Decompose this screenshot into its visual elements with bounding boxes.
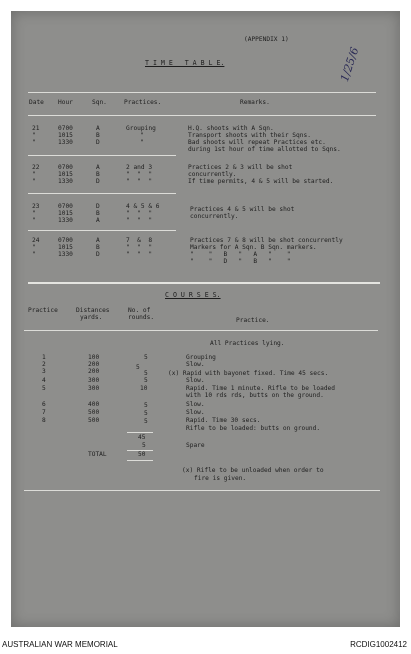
tt-hour: 1015 [58,171,73,178]
tt-header-date: Date [29,99,44,106]
footnote: fire is given. [194,475,247,482]
tt-sqn: D [96,251,100,258]
tt-date: 24 [32,237,40,244]
spare-rounds: 5 [142,442,146,449]
course-practice: Grouping [186,354,216,361]
tt-practice: " " " [126,244,153,251]
appendix-label: (APPENDIX 1) [244,36,289,43]
tt-sqn: D [96,178,100,185]
footer-id: RCDIG1002412 [350,640,407,649]
course-number: 1 [42,354,46,361]
tt-remark: " " B " A " " [190,251,291,258]
tt-sqn: D [96,203,100,210]
course-practice: Slow. [186,361,205,368]
tt-practice: " " " [126,217,153,224]
tt-practice: " " " [126,210,153,217]
tt-remark: H.Q. shoots with A Sqn. [188,125,274,132]
divider [28,193,176,194]
tt-sqn: A [96,217,100,224]
total-rule [127,432,153,433]
course-number: 6 [42,401,46,408]
tt-practice: 7 & 8 [126,237,153,244]
course-distance: 500 [88,417,100,424]
tt-date: 23 [32,203,40,210]
course-header-yards: yards. [80,314,103,321]
tt-hour: 0700 [58,125,73,132]
tt-date: 21 [32,125,40,132]
divider [28,92,376,93]
course-header-practice: Practice [28,307,58,314]
total-label: TOTAL [88,451,107,458]
course-header-rounds: No. of [128,307,151,314]
tt-hour: 1330 [58,217,73,224]
tt-hour: 0700 [58,203,73,210]
course-rounds: 5 [144,410,148,417]
tt-sqn: B [96,244,100,251]
tt-date: " [32,139,36,146]
tt-hour: 1330 [58,139,73,146]
tt-sqn: D [96,139,100,146]
tt-hour: 0700 [58,164,73,171]
tt-sqn: B [96,171,100,178]
tt-remark: concurrently. [188,171,237,178]
tt-practice: " " " [126,251,153,258]
tt-header-remarks: Remarks. [240,99,270,106]
course-number: 4 [42,377,46,384]
footnote: (x) Rifle to be unloaded when order to [182,467,324,474]
divider [24,330,378,331]
course-rounds: 5 [144,418,148,425]
course-distance: 400 [88,401,100,408]
course-rounds: 10 [140,385,148,392]
tt-header-practices: Practices. [124,99,162,106]
tt-date: " [32,210,36,217]
course-number: 7 [42,409,46,416]
tt-hour: 0700 [58,237,73,244]
course-rounds: 5 [144,402,148,409]
tt-remark: Practices 2 & 3 will be shot [188,164,293,171]
course-number: 8 [42,417,46,424]
tt-date: 22 [32,164,40,171]
course-practice: Slow. [186,377,205,384]
tt-sqn: B [96,132,100,139]
tt-date: " [32,178,36,185]
tt-practice: Grouping [126,125,156,132]
courses-title: C O U R S E S. [165,291,221,299]
course-header-distances: Distances [76,307,110,314]
course-rounds: 5 [136,364,140,371]
course-practice: Rapid. Time 30 secs. [186,417,261,424]
tt-date: " [32,217,36,224]
course-distance: 200 [88,368,100,375]
tt-sqn: A [96,237,100,244]
course-distance: 500 [88,409,100,416]
tt-remark: during 1st hour of time allotted to Sqns. [188,146,341,153]
all-practices-note: All Practices lying. [210,340,285,347]
divider [28,115,376,116]
footer-source: AUSTRALIAN WAR MEMORIAL [2,640,118,649]
tt-remark: Practices 4 & 5 will be shot [190,206,295,213]
tt-header-hour: Hour [58,99,73,106]
tt-hour: 1015 [58,132,73,139]
subtotal: 45 [138,434,146,441]
tt-hour: 1330 [58,178,73,185]
course-number: 2 [42,361,46,368]
tt-date: " [32,244,36,251]
tt-sqn: A [96,164,100,171]
course-header-practice-desc: Practice. [236,317,270,324]
course-rounds: 5 [144,354,148,361]
tt-remark: Markers for A Sqn. B Sqn. markers. [190,244,317,251]
tt-practice: " " " [126,178,153,185]
tt-remark: concurrently. [190,213,239,220]
total-rule [127,460,153,461]
course-distance: 100 [88,354,100,361]
total-value: 50 [138,451,146,458]
handwritten-annotation: 1/25/6 [338,45,362,84]
course-rounds: 5 [144,377,148,384]
course-practice: Rifle to be loaded: butts on ground. [186,425,321,432]
divider [28,155,176,156]
tt-remark: Transport shoots with their Sqns. [188,132,311,139]
tt-remark: If time permits, 4 & 5 will be started. [188,178,334,185]
tt-date: " [32,132,36,139]
tt-sqn: A [96,125,100,132]
tt-hour: 1015 [58,244,73,251]
spare-label: Spare [186,442,205,449]
tt-practice: " " " [126,171,153,178]
tt-remark: " " D " B " " [190,258,291,265]
course-practice: (x) Rapid with bayonet fixed. Time 45 secs. [168,370,329,377]
course-practice: Slow. [186,401,205,408]
course-distance: 300 [88,377,100,384]
tt-practice: " [140,139,144,146]
course-distance: 300 [88,385,100,392]
tt-practice: 4 & 5 & 6 [126,203,160,210]
time-table-title: T I M E T A B L E. [145,59,225,67]
course-header-rounds: rounds. [128,314,155,321]
course-rounds: 5 [144,370,148,377]
course-distance: 200 [88,361,100,368]
tt-header-sqn: Sqn. [92,99,107,106]
tt-remark: Practices 7 & 8 will be shot concurrently [190,237,343,244]
tt-practice: 2 and 3 [126,164,153,171]
course-practice: Rapid. Time 1 minute. Rifle to be loaded [186,385,336,392]
course-number: 5 [42,385,46,392]
tt-hour: 1015 [58,210,73,217]
divider [28,230,176,231]
course-number: 3 [42,368,46,375]
divider [24,490,380,491]
tt-remark: Bad shoots will repeat Practices etc. [188,139,326,146]
tt-practice: " [140,132,144,139]
tt-date: " [32,171,36,178]
tt-date: " [32,251,36,258]
course-practice: with 10 rds rds, butts on the ground. [186,392,324,399]
tt-sqn: B [96,210,100,217]
tt-hour: 1330 [58,251,73,258]
course-practice: Slow. [186,409,205,416]
section-divider [28,282,380,284]
